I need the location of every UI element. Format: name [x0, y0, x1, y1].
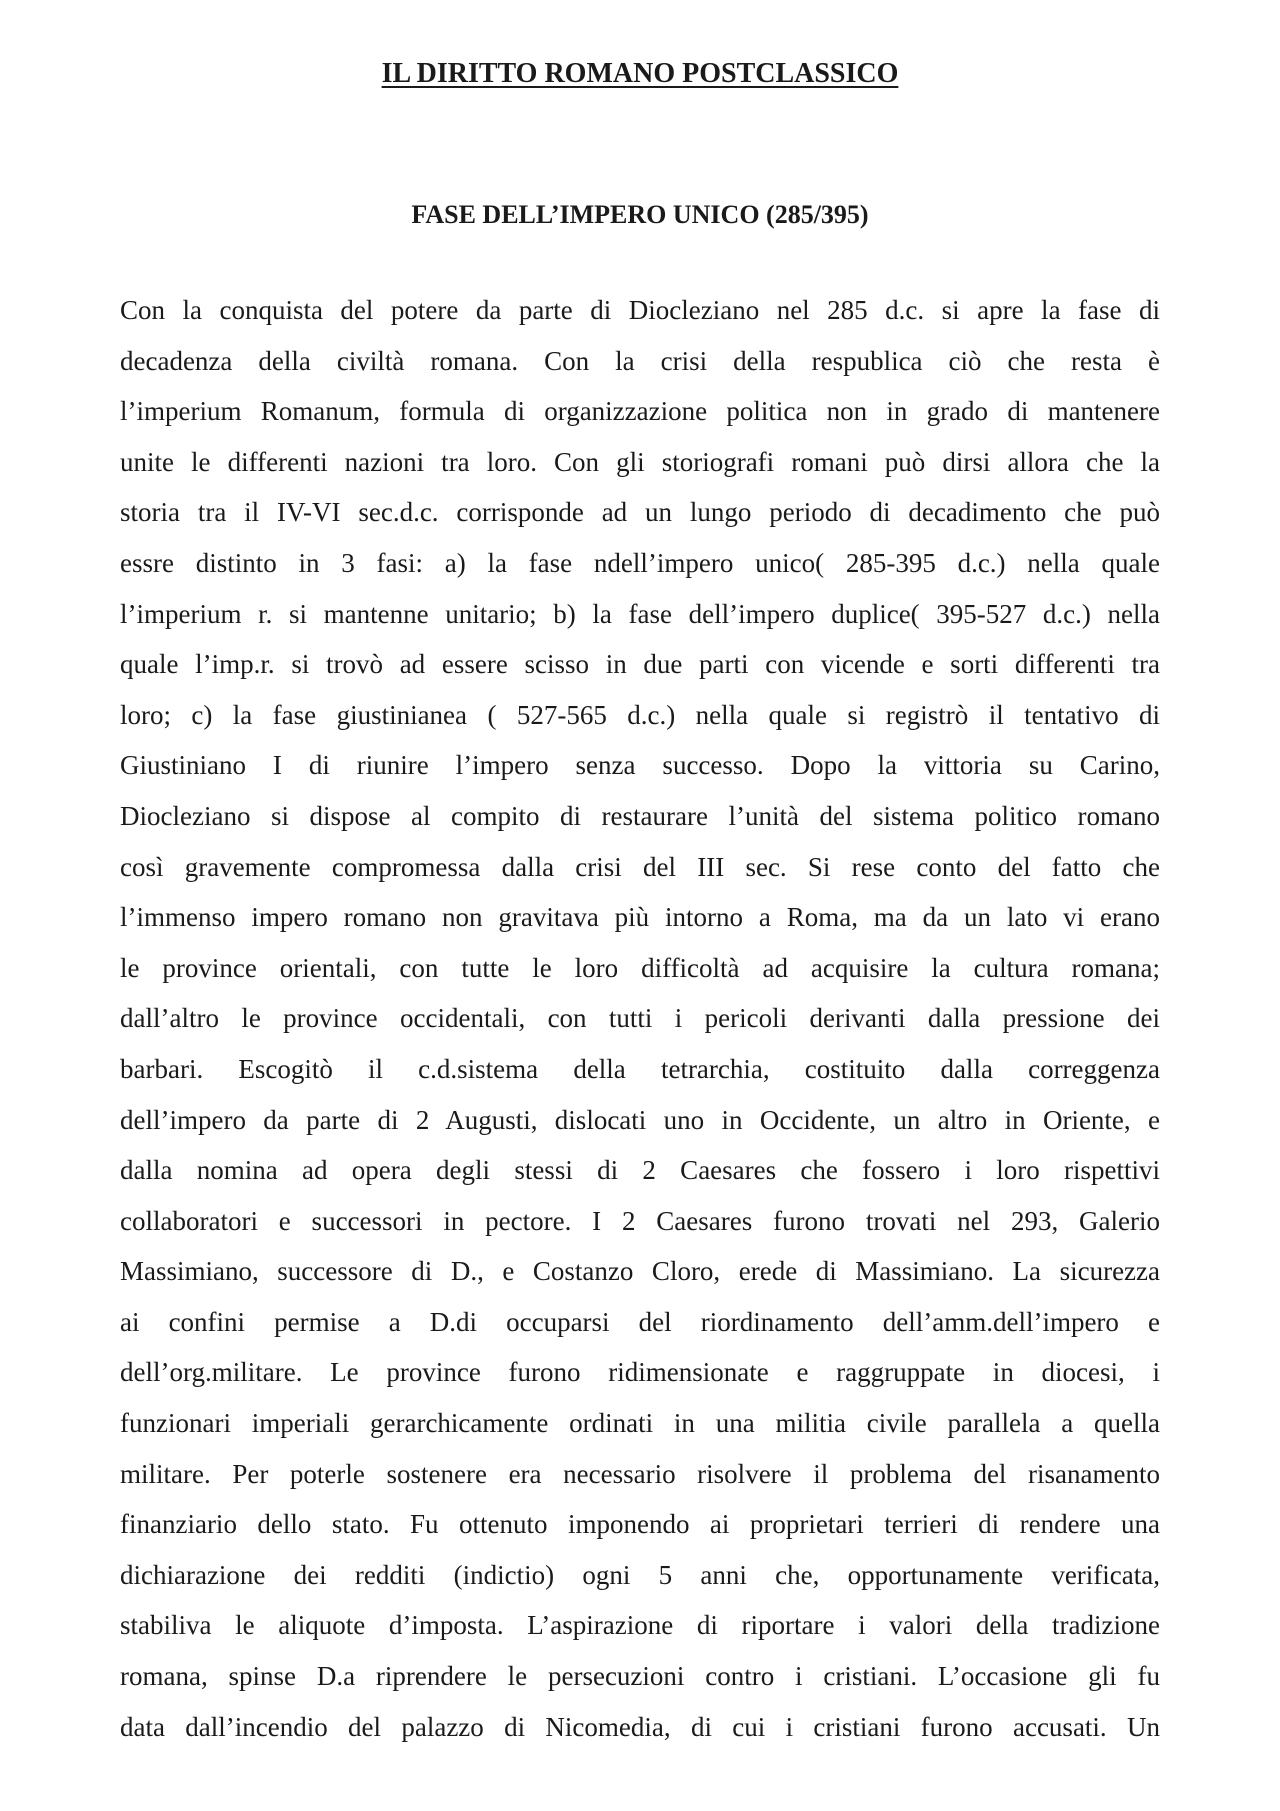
- text-line: militare. Per poterle sostenere era necessario risolvere il problema del risanamento: [120, 1458, 1160, 1489]
- text-line: così gravemente compromessa dalla crisi del III sec. Si rese conto del fatto che: [120, 851, 1160, 882]
- section-heading: FASE DELL’IMPERO UNICO (285/395): [411, 200, 869, 229]
- text-line: le province orientali, con tutte le loro difficoltà ad acquisire la cultura romana;: [120, 952, 1160, 983]
- text-line: dell’org.militare. Le province furono ridimensionate e raggruppate in diocesi, i: [120, 1357, 1160, 1388]
- body-paragraph: [120, 285, 1160, 1752]
- text-line: dichiarazione dei redditi (indictio) ogni 5 anni che, opportunamente verificata,: [120, 1559, 1160, 1590]
- text-line: loro; c) la fase giustinianea ( 527-565 d.c.) nella quale si registrò il tentativo di: [120, 699, 1160, 730]
- text-line: dell’impero da parte di 2 Augusti, dislocati uno in Occidente, un altro in Oriente, e: [120, 1104, 1160, 1135]
- text-line: Massimiano, successore di D., e Costanzo Cloro, erede di Massimiano. La sicurezza: [120, 1256, 1160, 1287]
- text-line: data dall’incendio del palazzo di Nicomedia, di cui i cristiani furono accusati. Un: [120, 1711, 1160, 1742]
- text-line: finanziario dello stato. Fu ottenuto imponendo ai proprietari terrieri di rendere una: [120, 1509, 1160, 1540]
- text-line: decadenza della civiltà romana. Con la crisi della respublica ciò che resta è: [120, 345, 1160, 376]
- text-line: Giustiniano I di riunire l’impero senza successo. Dopo la vittoria su Carino,: [120, 750, 1160, 781]
- text-line: funzionari imperiali gerarchicamente ordinati in una militia civile parallela a quella: [120, 1408, 1160, 1439]
- text-line: stabiliva le aliquote d’imposta. L’aspirazione di riportare i valori della tradizione: [120, 1610, 1160, 1641]
- text-line: essre distinto in 3 fasi: a) la fase ndell’impero unico( 285-395 d.c.) nella quale: [120, 547, 1160, 578]
- text-line: barbari. Escogitò il c.d.sistema della tetrarchia, costituito dalla correggenza: [120, 1053, 1160, 1084]
- text-line: Diocleziano si dispose al compito di restaurare l’unità del sistema politico romano: [120, 800, 1160, 831]
- document-title-text: IL DIRITTO ROMANO POSTCLASSICO: [381, 58, 899, 89]
- text-line: collaboratori e successori in pectore. I 2 Caesares furono trovati nel 293, Galerio: [120, 1205, 1160, 1236]
- text-line: dalla nomina ad opera degli stessi di 2 Caesares che fossero i loro rispettivi: [120, 1155, 1160, 1186]
- text-line: l’imperium Romanum, formula di organizzazione politica non in grado di mantenere: [120, 396, 1160, 427]
- text-line: ai confini permise a D.di occuparsi del riordinamento dell’amm.dell’impero e: [120, 1306, 1160, 1337]
- text-line: l’immenso impero romano non gravitava più intorno a Roma, ma da un lato vi erano: [120, 902, 1160, 933]
- text-line: l’imperium r. si mantenne unitario; b) la fase dell’impero duplice( 395-527 d.c.) nella: [120, 598, 1160, 629]
- text-line: unite le differenti nazioni tra loro. Con gli storiografi romani può dirsi allora che la: [120, 446, 1160, 477]
- text-line: quale l’imp.r. si trovò ad essere scisso in due parti con vicende e sorti differenti tra: [120, 649, 1160, 680]
- text-line: Con la conquista del potere da parte di Diocleziano nel 285 d.c. si apre la fase di: [120, 295, 1160, 325]
- text-line: romana, spinse D.a riprendere le persecuzioni contro i cristiani. L’occasione gli fu: [120, 1661, 1160, 1692]
- text-line: storia tra il IV-VI sec.d.c. corrisponde ad un lungo periodo di decadimento che può: [120, 497, 1160, 528]
- document-title: [0, 56, 1280, 92]
- text-line: dall’altro le province occidentali, con tutti i pericoli derivanti dalla pressione dei: [120, 1003, 1160, 1034]
